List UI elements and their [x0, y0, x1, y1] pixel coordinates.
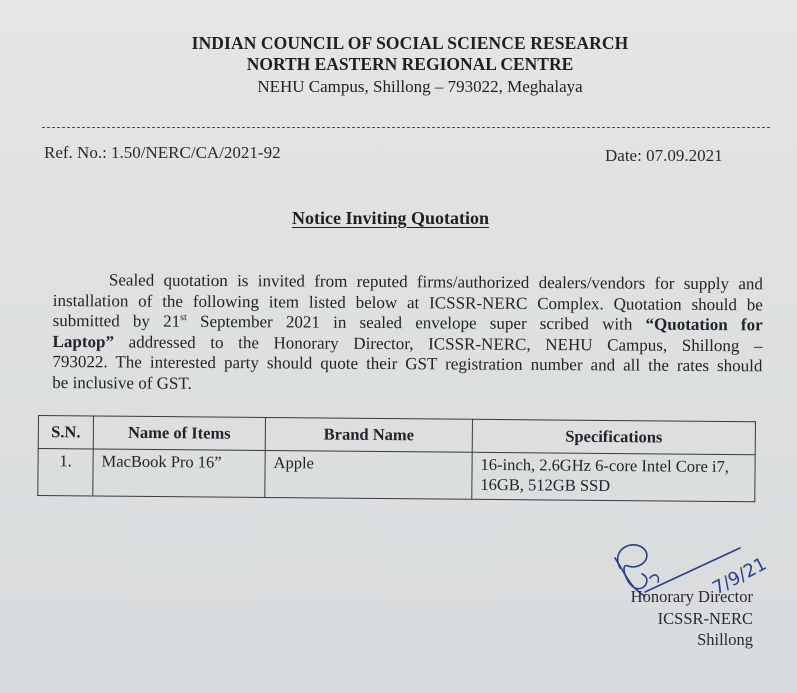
column-header-sn: S.N.: [38, 416, 93, 449]
header-divider: [42, 127, 770, 128]
body-text-run: submitted by 21: [52, 310, 181, 331]
ordinal-suffix: st: [180, 312, 187, 324]
body-line: be inclusive of GST.: [52, 372, 192, 393]
signature-date: 7/9/21: [709, 553, 771, 600]
body-line: Sealed quotation is invited from reputed firms/authorized dealers/vendors for supply and: [108, 270, 763, 294]
signatory-place: Shillong: [697, 630, 753, 649]
signature-stroke: [650, 575, 658, 582]
envelope-superscription: Laptop”: [52, 331, 115, 351]
envelope-superscription: “Quotation for: [645, 314, 763, 335]
notice-body: [52, 270, 763, 397]
cell-specifications: [472, 452, 755, 501]
signatory-block: [631, 586, 753, 651]
column-header-brand: Brand Name: [265, 417, 472, 452]
document-date: Date: 07.09.2021: [605, 146, 723, 165]
cell-item-name: MacBook Pro 16”: [93, 449, 265, 497]
body-line: 793022. The interested party should quote their GST registration number and all the rates should: [52, 351, 763, 376]
cell-brand: Apple: [265, 450, 472, 499]
reference-number: Ref. No.: 1.50/NERC/CA/2021-92: [44, 143, 281, 162]
body-text-run: addressed to the Honorary Director, ICSSR-NERC, NEHU Campus, Shillong –: [113, 331, 763, 355]
signatory-designation: Honorary Director: [630, 587, 753, 606]
column-header-specifications: Specifications: [472, 419, 755, 454]
letterhead-centre-name: NORTH EASTERN REGIONAL CENTRE: [246, 54, 574, 74]
body-line: installation of the following item listed below at ICSSR-NERC Complex. Quotation should be: [52, 290, 763, 314]
items-table: [37, 415, 756, 502]
spec-line: 16-inch, 2.6GHz 6-core Intel Core i7,: [480, 454, 730, 477]
cell-sn: 1.: [38, 449, 93, 496]
body-text-run: September 2021 in sealed envelope super scribed with: [186, 311, 646, 334]
document-title: Notice Inviting Quotation: [292, 208, 490, 228]
table-row: [38, 449, 755, 502]
spec-line: 16GB, 512GB SSD: [480, 474, 611, 495]
column-header-name: Name of Items: [93, 416, 265, 450]
letterhead-address: NEHU Campus, Shillong – 793022, Meghalaya: [257, 77, 583, 96]
signature-stroke: [618, 545, 647, 589]
letterhead-org-name: INDIAN COUNCIL OF SOCIAL SCIENCE RESEARCH: [191, 33, 629, 53]
signatory-organization: ICSSR-NERC: [657, 608, 753, 628]
